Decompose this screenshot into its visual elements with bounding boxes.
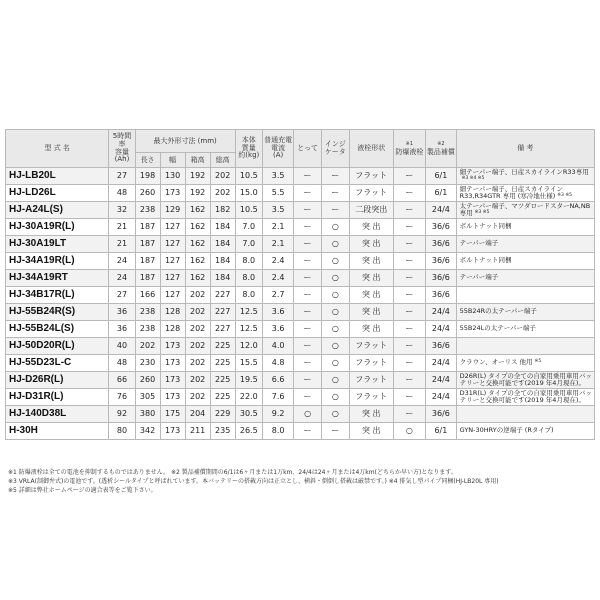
capacity-cell: 21 xyxy=(109,219,135,236)
remark-text: ボルトナット同梱 xyxy=(459,256,512,265)
header-explosion-proof-plug xyxy=(393,130,426,168)
remark-text: D26R(L) タイプの全ての自家用乗用車用バッテリーと交換可能です(2019 年4月現在)。 xyxy=(459,371,592,387)
indicator-cell: ー xyxy=(321,202,349,219)
remark-text: 細テーパー端子、日産スカイラインR33専用 xyxy=(459,167,589,176)
model-cell: HJ-A24L(S) xyxy=(6,202,109,219)
charge-current-cell: 3.5 xyxy=(262,168,294,185)
weight-cell: 12.0 xyxy=(235,338,262,355)
remark-note: ※5 xyxy=(534,359,542,365)
table-row xyxy=(6,406,595,423)
header-dimensions: 最大外形寸法 (mm) xyxy=(135,130,235,153)
capacity-cell: 21 xyxy=(109,236,135,253)
capacity-cell: 66 xyxy=(109,372,135,389)
width-cell: 128 xyxy=(160,304,185,321)
header-length: 長さ xyxy=(135,153,160,168)
warranty-cell: 24/4 xyxy=(426,202,456,219)
table-row xyxy=(6,236,595,253)
width-cell: 127 xyxy=(160,270,185,287)
charge-current-cell: 6.6 xyxy=(262,372,294,389)
total-height-cell: 225 xyxy=(210,389,235,406)
capacity-cell: 40 xyxy=(109,338,135,355)
capacity-cell: 27 xyxy=(109,287,135,304)
terminal-cell: フラット xyxy=(349,338,393,355)
length-cell: 202 xyxy=(135,338,160,355)
model-cell: HJ-D26R(L) xyxy=(6,372,109,389)
remark-text: ボルトナット同梱 xyxy=(459,222,512,231)
indicator-cell: ー xyxy=(321,185,349,202)
total-height-cell: 184 xyxy=(210,219,235,236)
warranty-cell: 36/6 xyxy=(426,236,456,253)
remark-text: 55B24Rの太テーパー端子 xyxy=(459,307,537,316)
remarks-cell xyxy=(456,287,594,304)
width-cell: 173 xyxy=(160,423,185,440)
terminal-cell: 突 出 xyxy=(349,253,393,270)
total-height-cell: 227 xyxy=(210,304,235,321)
handle-cell: ー xyxy=(294,202,321,219)
charge-current-cell: 3.6 xyxy=(262,321,294,338)
header-remarks: 備 考 xyxy=(456,130,594,168)
header-capacity: 5時間率 容量 (Ah) xyxy=(109,130,135,168)
warranty-cell: 6/1 xyxy=(426,185,456,202)
header-warranty xyxy=(426,130,456,168)
width-cell: 127 xyxy=(160,253,185,270)
length-cell: 305 xyxy=(135,389,160,406)
box-height-cell: 192 xyxy=(185,168,210,185)
remarks-cell xyxy=(456,321,594,338)
model-cell: HJ-50D20R(L) xyxy=(6,338,109,355)
box-height-cell: 162 xyxy=(185,202,210,219)
width-cell: 127 xyxy=(160,219,185,236)
total-height-cell: 227 xyxy=(210,321,235,338)
handle-cell: ー xyxy=(294,185,321,202)
handle-cell: ー xyxy=(294,270,321,287)
model-cell: HJ-34A19RT xyxy=(6,270,109,287)
model-cell: HJ-30A19R(L) xyxy=(6,219,109,236)
plug-cell: ー xyxy=(393,321,426,338)
model-cell: HJ-30A19LT xyxy=(6,236,109,253)
indicator-cell: ○ xyxy=(321,389,349,406)
handle-cell: ○ xyxy=(294,406,321,423)
length-cell: 238 xyxy=(135,321,160,338)
remarks-cell xyxy=(456,236,594,253)
plug-cell: ー xyxy=(393,355,426,372)
remark-note: ※3 ※5 xyxy=(557,193,572,198)
total-height-cell: 202 xyxy=(210,185,235,202)
header-terminal-shape: 液栓形状 xyxy=(349,130,393,168)
terminal-cell: 突 出 xyxy=(349,287,393,304)
total-height-cell: 184 xyxy=(210,236,235,253)
charge-current-cell: 5.5 xyxy=(262,185,294,202)
terminal-cell: 突 出 xyxy=(349,219,393,236)
header-weight: 本体 質量 約(kg) xyxy=(235,130,262,168)
weight-cell: 15.5 xyxy=(235,355,262,372)
warranty-cell: 36/6 xyxy=(426,406,456,423)
remarks-cell xyxy=(456,185,594,202)
capacity-cell: 24 xyxy=(109,253,135,270)
plug-cell: ー xyxy=(393,168,426,185)
capacity-cell: 36 xyxy=(109,321,135,338)
terminal-cell: 突 出 xyxy=(349,406,393,423)
weight-cell: 8.0 xyxy=(235,253,262,270)
indicator-cell: ○ xyxy=(321,406,349,423)
capacity-cell: 76 xyxy=(109,389,135,406)
handle-cell: ー xyxy=(294,338,321,355)
weight-cell: 12.5 xyxy=(235,321,262,338)
weight-cell: 26.5 xyxy=(235,423,262,440)
box-height-cell: 211 xyxy=(185,423,210,440)
table-row xyxy=(6,304,595,321)
remark-text: テーパー端子 xyxy=(459,273,499,282)
header-charge-current: 普通充電 電流 (A) xyxy=(262,130,294,168)
width-cell: 173 xyxy=(160,338,185,355)
capacity-cell: 36 xyxy=(109,304,135,321)
model-cell: HJ-55B24R(S) xyxy=(6,304,109,321)
handle-cell: ー xyxy=(294,168,321,185)
width-cell: 175 xyxy=(160,406,185,423)
indicator-cell: ○ xyxy=(321,338,349,355)
box-height-cell: 202 xyxy=(185,372,210,389)
charge-current-cell: 7.6 xyxy=(262,389,294,406)
width-cell: 129 xyxy=(160,202,185,219)
indicator-cell: ー xyxy=(321,168,349,185)
plug-cell: ー xyxy=(393,338,426,355)
weight-cell: 8.0 xyxy=(235,270,262,287)
terminal-cell: フラット xyxy=(349,168,393,185)
weight-cell: 19.5 xyxy=(235,372,262,389)
table-row xyxy=(6,185,595,202)
total-height-cell: 225 xyxy=(210,372,235,389)
table-row xyxy=(6,270,595,287)
width-cell: 127 xyxy=(160,236,185,253)
header-total-height: 総高 xyxy=(210,153,235,168)
plug-cell: ○ xyxy=(393,423,426,440)
model-cell: HJ-55D23L-C xyxy=(6,355,109,372)
total-height-cell: 227 xyxy=(210,287,235,304)
header-row-top xyxy=(6,130,595,153)
width-cell: 130 xyxy=(160,168,185,185)
indicator-cell: ○ xyxy=(321,219,349,236)
charge-current-cell: 2.1 xyxy=(262,219,294,236)
charge-current-cell: 4.8 xyxy=(262,355,294,372)
remarks-cell xyxy=(456,372,594,389)
remark-note: ※3 ※5 xyxy=(474,210,490,215)
length-cell: 380 xyxy=(135,406,160,423)
warranty-cell: 36/6 xyxy=(426,287,456,304)
warranty-cell: 24/4 xyxy=(426,372,456,389)
plug-note: ※1 xyxy=(405,140,414,147)
length-cell: 230 xyxy=(135,355,160,372)
width-cell: 173 xyxy=(160,185,185,202)
plug-cell: ー xyxy=(393,406,426,423)
box-height-cell: 202 xyxy=(185,355,210,372)
capacity-cell: 48 xyxy=(109,355,135,372)
table-row xyxy=(6,355,595,372)
charge-current-cell: 2.7 xyxy=(262,287,294,304)
warranty-note: ※2 xyxy=(437,140,445,147)
width-cell: 127 xyxy=(160,287,185,304)
indicator-cell: ○ xyxy=(321,304,349,321)
plug-cell: ー xyxy=(393,219,426,236)
plug-cell: ー xyxy=(393,253,426,270)
warranty-cell: 36/6 xyxy=(426,270,456,287)
remarks-cell xyxy=(456,389,594,406)
total-height-cell: 184 xyxy=(210,253,235,270)
warranty-cell: 36/6 xyxy=(426,219,456,236)
remark-text: 細テーパー端子、日産スカイラインR33,R34GTR 専用 (寒冷地仕様) xyxy=(459,184,563,200)
indicator-cell: ○ xyxy=(321,287,349,304)
terminal-cell: 突 出 xyxy=(349,423,393,440)
box-height-cell: 202 xyxy=(185,338,210,355)
header-box-height: 箱高 xyxy=(185,153,210,168)
length-cell: 260 xyxy=(135,372,160,389)
model-cell: HJ-55B24L(S) xyxy=(6,321,109,338)
remarks-cell xyxy=(456,423,594,440)
charge-current-cell: 9.2 xyxy=(262,406,294,423)
footnotes xyxy=(8,468,594,495)
indicator-cell: ○ xyxy=(321,236,349,253)
header-indicator: インジ ケータ xyxy=(321,130,349,168)
handle-cell: ー xyxy=(294,372,321,389)
plug-cell: ー xyxy=(393,185,426,202)
weight-cell: 22.0 xyxy=(235,389,262,406)
model-cell: HJ-34B17R(L) xyxy=(6,287,109,304)
remarks-cell xyxy=(456,304,594,321)
total-height-cell: 225 xyxy=(210,355,235,372)
table-row xyxy=(6,202,595,219)
plug-cell: ー xyxy=(393,372,426,389)
warranty-cell: 24/4 xyxy=(426,389,456,406)
charge-current-cell: 3.6 xyxy=(262,304,294,321)
model-cell: H-30H xyxy=(6,423,109,440)
remark-text: クラウン、オーリス 他用 xyxy=(459,358,533,367)
header-warranty-label: 製品補償 xyxy=(426,147,455,156)
footnote-line: ※1 防爆液栓は全ての電池を抑制するものではありません。 ※2 製品補償期間の6/1は6ヶ月または1万km、24/4は24ヶ月または4万km(どちらか早い方)となります。 xyxy=(8,469,457,476)
box-height-cell: 162 xyxy=(185,236,210,253)
terminal-cell: 突 出 xyxy=(349,236,393,253)
remarks-cell xyxy=(456,270,594,287)
warranty-cell: 36/6 xyxy=(426,338,456,355)
remark-text: テーパー端子 xyxy=(459,239,499,248)
weight-cell: 12.5 xyxy=(235,304,262,321)
charge-current-cell: 4.0 xyxy=(262,338,294,355)
length-cell: 238 xyxy=(135,202,160,219)
total-height-cell: 225 xyxy=(210,338,235,355)
length-cell: 260 xyxy=(135,185,160,202)
footnote-line: ※3 VRLA(制御弁式)の電池です。(透析シールタイプと呼ばれています。本バッテリーの搭載方向は正立とし、横斜・倒倒し搭載は厳禁です。) ※4 排気し型パイプ同梱(HJ-LB20L 専用) xyxy=(8,478,499,485)
length-cell: 342 xyxy=(135,423,160,440)
warranty-cell: 24/4 xyxy=(426,321,456,338)
handle-cell: ー xyxy=(294,389,321,406)
length-cell: 187 xyxy=(135,270,160,287)
remarks-cell xyxy=(456,406,594,423)
table-row xyxy=(6,338,595,355)
total-height-cell: 235 xyxy=(210,423,235,440)
remarks-cell xyxy=(456,219,594,236)
plug-cell: ー xyxy=(393,270,426,287)
box-height-cell: 202 xyxy=(185,304,210,321)
handle-cell: ー xyxy=(294,355,321,372)
charge-current-cell: 2.4 xyxy=(262,253,294,270)
terminal-cell: フラット xyxy=(349,372,393,389)
model-cell: HJ-D31R(L) xyxy=(6,389,109,406)
handle-cell: ー xyxy=(294,253,321,270)
plug-cell: ー xyxy=(393,389,426,406)
charge-current-cell: 3.5 xyxy=(262,202,294,219)
width-cell: 173 xyxy=(160,372,185,389)
box-height-cell: 162 xyxy=(185,253,210,270)
box-height-cell: 202 xyxy=(185,389,210,406)
table-row xyxy=(6,168,595,185)
plug-cell: ー xyxy=(393,202,426,219)
table-row xyxy=(6,253,595,270)
weight-cell: 7.0 xyxy=(235,219,262,236)
weight-cell: 30.5 xyxy=(235,406,262,423)
capacity-cell: 92 xyxy=(109,406,135,423)
plug-cell: ー xyxy=(393,304,426,321)
indicator-cell: ○ xyxy=(321,372,349,389)
table-row xyxy=(6,389,595,406)
weight-cell: 15.0 xyxy=(235,185,262,202)
spec-table-body xyxy=(6,168,595,440)
footnote-line: ※5 詳細は弊社ホームページの適合表等をご覧下さい。 xyxy=(8,487,157,494)
length-cell: 238 xyxy=(135,304,160,321)
header-handle: とって xyxy=(294,130,321,168)
warranty-cell: 24/4 xyxy=(426,304,456,321)
terminal-cell: フラット xyxy=(349,389,393,406)
plug-cell: ー xyxy=(393,236,426,253)
width-cell: 173 xyxy=(160,355,185,372)
warranty-cell: 6/1 xyxy=(426,423,456,440)
capacity-cell: 80 xyxy=(109,423,135,440)
total-height-cell: 182 xyxy=(210,202,235,219)
indicator-cell: ー xyxy=(321,423,349,440)
length-cell: 187 xyxy=(135,253,160,270)
header-model: 型 式 名 xyxy=(6,130,109,168)
box-height-cell: 162 xyxy=(185,219,210,236)
length-cell: 187 xyxy=(135,219,160,236)
indicator-cell: ○ xyxy=(321,321,349,338)
handle-cell: ー xyxy=(294,423,321,440)
header-plug-label: 防爆液栓 xyxy=(395,147,424,156)
weight-cell: 8.0 xyxy=(235,287,262,304)
model-cell: HJ-34A19R(L) xyxy=(6,253,109,270)
table-row xyxy=(6,287,595,304)
indicator-cell: ○ xyxy=(321,253,349,270)
terminal-cell: フラット xyxy=(349,185,393,202)
box-height-cell: 202 xyxy=(185,287,210,304)
capacity-cell: 32 xyxy=(109,202,135,219)
warranty-cell: 6/1 xyxy=(426,168,456,185)
box-height-cell: 162 xyxy=(185,270,210,287)
remarks-cell xyxy=(456,355,594,372)
length-cell: 166 xyxy=(135,287,160,304)
battery-spec-table xyxy=(5,129,595,440)
terminal-cell: 二段突出 xyxy=(349,202,393,219)
handle-cell: ー xyxy=(294,304,321,321)
plug-cell: ー xyxy=(393,287,426,304)
model-cell: HJ-140D38L xyxy=(6,406,109,423)
width-cell: 128 xyxy=(160,321,185,338)
length-cell: 187 xyxy=(135,236,160,253)
remarks-cell xyxy=(456,253,594,270)
handle-cell: ー xyxy=(294,321,321,338)
remark-text: 55B24Lの太テーパー端子 xyxy=(459,324,536,333)
remark-text: D31R(L) タイプの全ての自家用乗用車用バッテリーと交換可能です(2019 年4月現在)。 xyxy=(459,388,592,404)
remarks-cell xyxy=(456,202,594,219)
header-width: 幅 xyxy=(160,153,185,168)
weight-cell: 10.5 xyxy=(235,168,262,185)
weight-cell: 7.0 xyxy=(235,236,262,253)
remarks-cell xyxy=(456,168,594,185)
charge-current-cell: 8.0 xyxy=(262,423,294,440)
terminal-cell: 突 出 xyxy=(349,321,393,338)
width-cell: 173 xyxy=(160,389,185,406)
handle-cell: ー xyxy=(294,287,321,304)
table-row xyxy=(6,321,595,338)
terminal-cell: 突 出 xyxy=(349,304,393,321)
indicator-cell: ○ xyxy=(321,355,349,372)
total-height-cell: 184 xyxy=(210,270,235,287)
handle-cell: ー xyxy=(294,236,321,253)
warranty-cell: 24/4 xyxy=(426,355,456,372)
total-height-cell: 202 xyxy=(210,168,235,185)
table-row xyxy=(6,423,595,440)
warranty-cell: 36/6 xyxy=(426,253,456,270)
total-height-cell: 229 xyxy=(210,406,235,423)
capacity-cell: 48 xyxy=(109,185,135,202)
box-height-cell: 204 xyxy=(185,406,210,423)
model-cell: HJ-LD26L xyxy=(6,185,109,202)
capacity-cell: 24 xyxy=(109,270,135,287)
table-row xyxy=(6,372,595,389)
table-row xyxy=(6,219,595,236)
capacity-cell: 27 xyxy=(109,168,135,185)
terminal-cell: 突 出 xyxy=(349,270,393,287)
length-cell: 198 xyxy=(135,168,160,185)
indicator-cell: ○ xyxy=(321,270,349,287)
remark-text: GYN-30HRYの逆端子 (Rタイプ) xyxy=(459,426,554,435)
model-cell: HJ-LB20L xyxy=(6,168,109,185)
handle-cell: ー xyxy=(294,219,321,236)
charge-current-cell: 2.4 xyxy=(262,270,294,287)
box-height-cell: 192 xyxy=(185,185,210,202)
charge-current-cell: 2.1 xyxy=(262,236,294,253)
remark-text: 太テーパー端子、マツダロードスターNA,NB専用 xyxy=(459,201,591,217)
terminal-cell: フラット xyxy=(349,355,393,372)
weight-cell: 10.5 xyxy=(235,202,262,219)
remark-note: ※3 ※4 ※5 xyxy=(461,176,485,181)
box-height-cell: 202 xyxy=(185,321,210,338)
remarks-cell xyxy=(456,338,594,355)
